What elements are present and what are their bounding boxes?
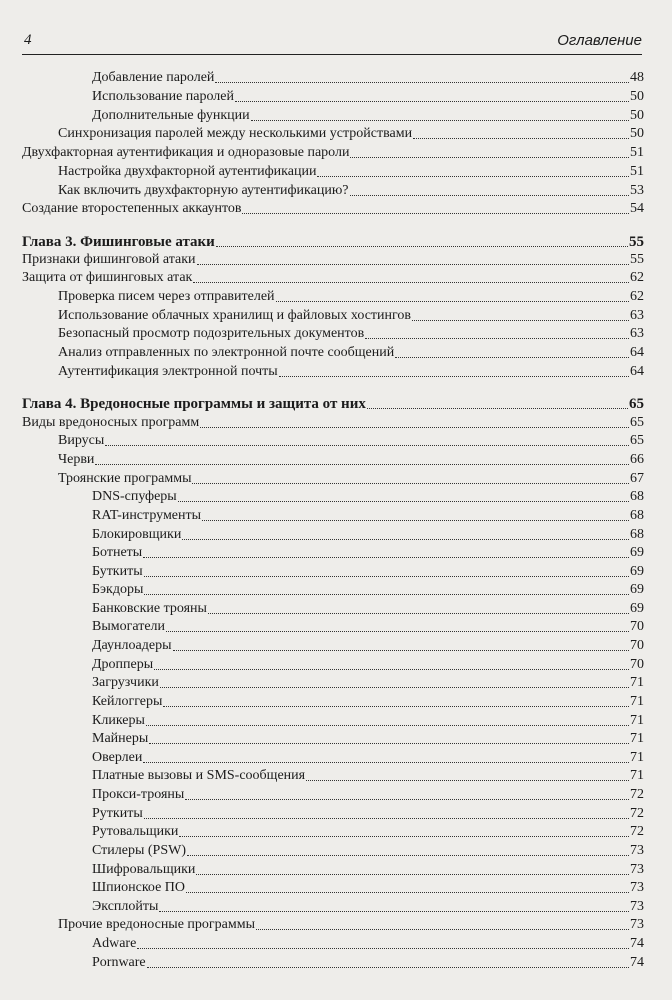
dot-leader [235,101,629,102]
dot-leader [186,892,629,893]
toc-entry [92,673,644,693]
toc-entry-title: Черви [58,452,95,467]
toc-entry-page: 71 [630,750,644,765]
toc-entry [92,562,644,582]
toc-entry-page: 69 [630,582,644,597]
dot-leader [215,82,629,83]
dot-leader [208,613,629,614]
toc-entry-title: Дополнительные функции [92,108,250,123]
toc-entry [58,124,644,144]
dot-leader [178,501,629,502]
toc-entry-page: 68 [630,527,644,542]
toc-entry-page: 73 [630,899,644,914]
dot-leader [154,669,629,670]
toc-entry [22,250,644,270]
toc-entry-title: Прокси-трояны [92,787,185,802]
toc-entry-title: Майнеры [92,731,149,746]
toc-entry [58,287,644,307]
toc-entry-page: 63 [630,326,644,341]
toc-chapter [22,232,644,252]
toc-entry-page: 74 [630,955,644,970]
page-number: 4 [24,32,32,48]
toc-entry [92,487,644,507]
toc-entry [58,162,644,182]
toc-entry [92,841,644,861]
toc-entry-title: Глава 4. Вредоносные программы и защита от них [22,396,366,412]
dot-leader [192,483,629,484]
toc-entry-page: 73 [630,917,644,932]
dot-leader [350,157,629,158]
toc-entry [92,822,644,842]
toc-entry-title: Вымогатели [92,619,166,634]
dot-leader [185,799,629,800]
toc-entry-page: 72 [630,787,644,802]
dot-leader [412,320,629,321]
toc-entry-page: 53 [630,183,644,198]
toc-entry [58,469,644,489]
toc-entry-page: 65 [629,396,644,412]
toc-entry-title: Рутовальщики [92,824,179,839]
toc-entry-page: 73 [630,880,644,895]
dot-leader [163,706,629,707]
toc-entry-title: Загрузчики [92,675,159,690]
toc-entry [58,450,644,470]
toc-entry-title: Эксплойты [92,899,159,914]
toc-entry-title: Проверка писем через отправителей [58,289,275,304]
toc-entry [58,915,644,935]
dot-leader [173,650,630,651]
toc-entry [58,431,644,451]
toc-entry-title: Анализ отправленных по электронной почте сообщений [58,345,395,360]
dot-leader [143,762,629,763]
dot-leader [193,282,629,283]
toc-entry-title: Использование паролей [92,89,235,104]
dot-leader [144,818,629,819]
toc-entry-page: 70 [630,657,644,672]
toc-entry [92,617,644,637]
toc-entry-page: 50 [630,89,644,104]
dot-leader [95,464,629,465]
toc-entry-title: Оверлеи [92,750,143,765]
dot-leader [159,911,629,912]
toc-entry-title: Adware [92,936,137,951]
toc-entry-title: Кликеры [92,713,145,728]
toc-entry-title: Настройка двухфакторной аутентификации [58,164,317,179]
toc-entry-page: 62 [630,270,644,285]
toc-entry-title: Создание второстепенных аккаунтов [22,201,242,216]
toc-entry-page: 54 [630,201,644,216]
dot-leader [166,631,629,632]
toc-entry [58,343,644,363]
toc-entry-page: 65 [630,433,644,448]
toc-entry-page: 71 [630,694,644,709]
toc-entry-page: 69 [630,601,644,616]
toc-entry [92,804,644,824]
dot-leader [137,948,629,949]
toc-entry-title: Защита от фишинговых атак [22,270,193,285]
toc-entry [92,525,644,545]
dot-leader [256,929,629,930]
dot-leader [160,687,629,688]
toc-entry-page: 55 [630,252,644,267]
toc-entry-title: Руткиты [92,806,143,821]
toc-entry-title: Буткиты [92,564,143,579]
toc-entry [92,636,644,656]
toc-entry-title: Шифровальщики [92,862,196,877]
toc-entry-page: 71 [630,731,644,746]
toc-entry-title: Двухфакторная аутентификация и одноразовые пароли [22,145,350,160]
dot-leader [143,557,629,558]
toc-entry [58,362,644,382]
toc-entry-page: 71 [630,675,644,690]
dot-leader [146,725,629,726]
toc-entry-title: Троянские программы [58,471,192,486]
dot-leader [149,743,629,744]
toc-entry-page: 73 [630,843,644,858]
toc-chapter [22,394,644,414]
toc-entry [92,599,644,619]
toc-entry-title: Прочие вредоносные программы [58,917,255,932]
toc-entry-title: Бэкдоры [92,582,144,597]
dot-leader [367,408,628,409]
toc-entry-title: Безопасный просмотр подозрительных документов [58,326,365,341]
dot-leader [144,594,629,595]
toc-entry [92,748,644,768]
dot-leader [279,376,629,377]
toc-entry-page: 70 [630,638,644,653]
toc-entry-page: 62 [630,289,644,304]
toc-entry-page: 64 [630,345,644,360]
toc-entry-page: 51 [630,145,644,160]
toc-entry-page: 63 [630,308,644,323]
dot-leader [306,780,629,781]
toc-entry-page: 51 [630,164,644,179]
toc-entry [92,729,644,749]
toc-entry-title: Платные вызовы и SMS-сообщения [92,768,306,783]
toc-entry-title: Блокировщики [92,527,182,542]
dot-leader [276,301,629,302]
toc-entry-page: 64 [630,364,644,379]
toc-entry [92,934,644,954]
toc-entry-title: RAT-инструменты [92,508,202,523]
toc-entry [58,306,644,326]
dot-leader [365,338,629,339]
toc-entry [92,506,644,526]
toc-entry [22,199,644,219]
dot-leader [251,120,629,121]
toc-entry [22,413,644,433]
toc-entry-page: 55 [629,234,644,250]
toc-entry-page: 72 [630,806,644,821]
toc-entry-page: 72 [630,824,644,839]
dot-leader [200,427,629,428]
toc-entry-title: Дропперы [92,657,154,672]
toc-entry-title: Стилеры (PSW) [92,843,186,858]
dot-leader [317,176,629,177]
toc-entry [92,711,644,731]
toc-entry-page: 69 [630,545,644,560]
toc-entry-page: 65 [630,415,644,430]
toc-entry [92,87,644,107]
toc-entry-page: 67 [630,471,644,486]
dot-leader [179,836,629,837]
dot-leader [413,138,629,139]
toc-entry-page: 66 [630,452,644,467]
toc-entry-page: 70 [630,619,644,634]
toc-entry-title: Как включить двухфакторную аутентификацию? [58,183,349,198]
toc-entry [92,68,644,88]
toc-entry [92,785,644,805]
toc-entry-page: 71 [630,713,644,728]
toc-entry [22,143,644,163]
toc-entry-title: Добавление паролей [92,70,215,85]
toc-entry [92,655,644,675]
toc-entry [58,324,644,344]
dot-leader [395,357,629,358]
toc-entry [92,860,644,880]
toc-entry-page: 50 [630,126,644,141]
toc-entry [58,181,644,201]
toc-entry [92,580,644,600]
dot-leader [242,213,629,214]
toc-entry [92,897,644,917]
toc-entry-title: Даунлоадеры [92,638,172,653]
dot-leader [144,576,629,577]
toc-entry [92,543,644,563]
toc-entry [92,766,644,786]
toc-entry-title: Ботнеты [92,545,143,560]
dot-leader [197,264,629,265]
dot-leader [187,855,629,856]
toc-entry-title: Виды вредоносных программ [22,415,200,430]
toc-entry-page: 71 [630,768,644,783]
toc-entry [92,878,644,898]
toc-entry-title: Вирусы [58,433,105,448]
toc-entry-title: Глава 3. Фишинговые атаки [22,234,215,250]
dot-leader [350,195,630,196]
toc-entry [92,953,644,973]
toc-entry [92,106,644,126]
toc-entry-page: 68 [630,489,644,504]
toc-entry-title: Pornware [92,955,146,970]
toc-entry [92,692,644,712]
toc-entry-page: 50 [630,108,644,123]
toc-entry-title: Кейлоггеры [92,694,163,709]
toc-entry-title: DNS-спуферы [92,489,177,504]
toc-entry-title: Банковские трояны [92,601,207,616]
toc-entry-page: 73 [630,862,644,877]
dot-leader [216,246,628,247]
dot-leader [147,967,629,968]
toc-entry-page: 69 [630,564,644,579]
toc-entry [22,268,644,288]
toc-entry-title: Синхронизация паролей между несколькими устройствами [58,126,413,141]
toc-entry-page: 68 [630,508,644,523]
toc-entry-title: Аутентификация электронной почты [58,364,278,379]
section-title: Оглавление [557,32,642,49]
toc-entry-page: 48 [630,70,644,85]
dot-leader [202,520,629,521]
toc-entry-title: Признаки фишинговой атаки [22,252,196,267]
dot-leader [196,874,629,875]
toc-entry-page: 74 [630,936,644,951]
dot-leader [105,445,629,446]
toc-entry-title: Шпионское ПО [92,880,186,895]
toc-entry-title: Использование облачных хранилищ и файловых хостингов [58,308,412,323]
dot-leader [182,539,629,540]
